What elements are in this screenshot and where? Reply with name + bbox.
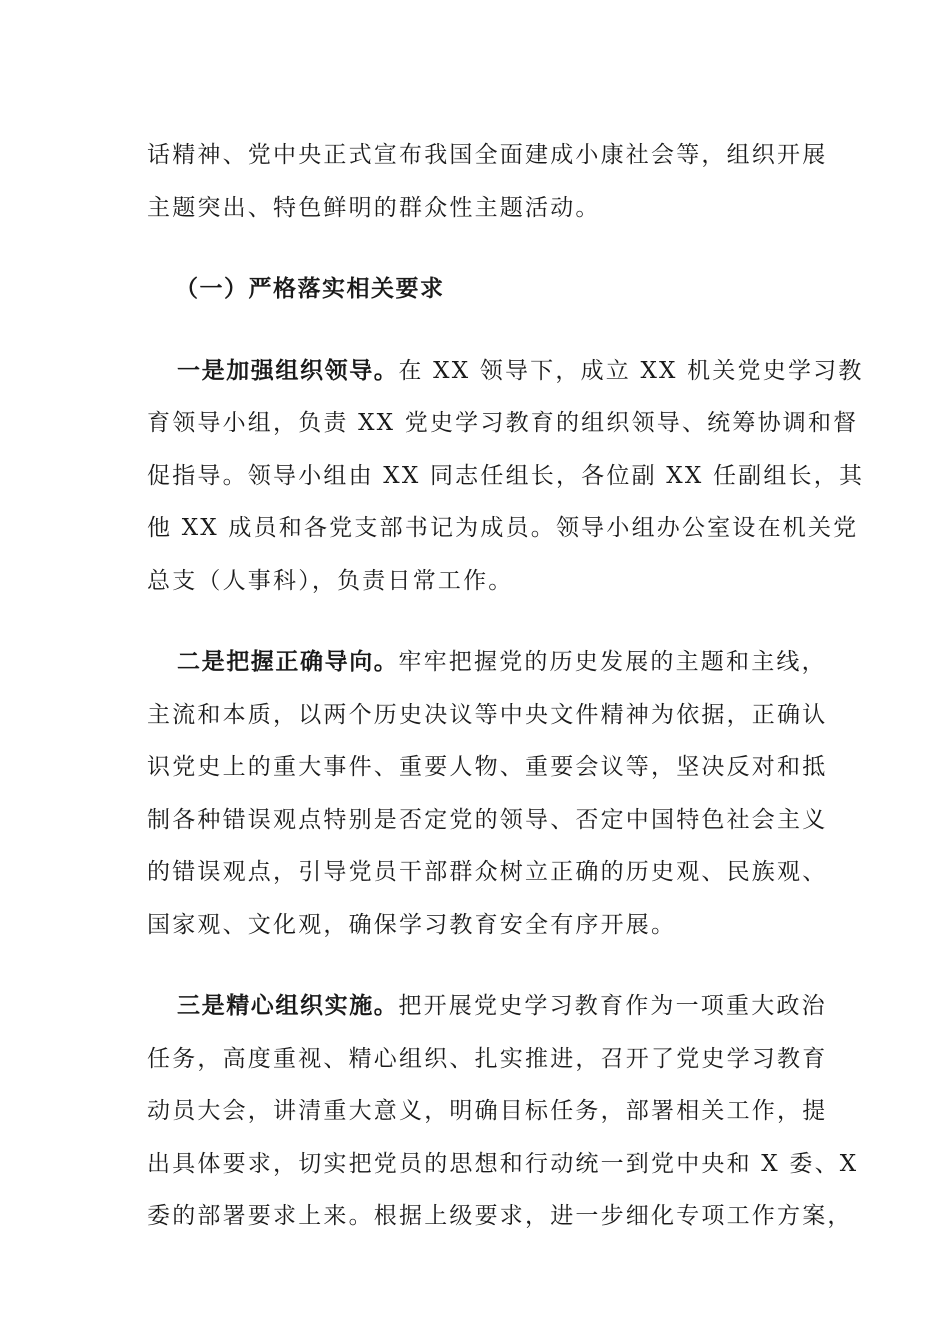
text-line: [147, 980, 827, 1033]
text-line: 国家观、文化观，确保学习教育安全有序开展。: [147, 911, 677, 938]
text-line: 话精神、党中央正式宣布我国全面建成小康社会等，组织开展: [147, 142, 828, 168]
text-line: 制各种错误观点特别是否定党的领导、否定中国特色社会主义: [147, 806, 828, 833]
section-heading: （一）严格落实相关要求: [175, 276, 445, 302]
paragraph-first-line: 在 XX 领导下，成立 XX 机关党史学习教: [398, 357, 864, 384]
paragraph-first-line: 牢牢把握党的历史发展的主题和主线，: [398, 649, 827, 675]
text-line: 育领导小组，负责 XX 党史学习教育的组织领导、统筹协调和督: [147, 410, 859, 436]
text-line: 的错误观点，引导党员干部群众树立正确的历史观、民族观、: [147, 859, 828, 885]
text-line: [147, 636, 827, 689]
paragraph-lead: 二是把握正确导向。: [177, 649, 399, 675]
text-line: 任务，高度重视、精心组织、扎实推进，召开了党史学习教育: [147, 1045, 828, 1072]
intro-paragraph: [147, 129, 828, 234]
text-line: 总支（人事科），负责日常工作。: [147, 567, 514, 594]
text-line: 识党史上的重大事件、重要人物、重要会议等，坚决反对和抵: [147, 754, 828, 780]
paragraph-lead: 一是加强组织领导。: [177, 357, 399, 384]
text-line: 动员大会，讲清重大意义，明确目标任务，部署相关工作，提: [147, 1098, 828, 1124]
text-line: 他 XX 成员和各党支部书记为成员。领导小组办公室设在机关党: [147, 515, 859, 541]
text-line: 主流和本质，以两个历史决议等中央文件精神为依据，正确认: [147, 701, 828, 728]
paragraph-correct-orientation: [147, 636, 828, 951]
paragraph-careful-implementation: [147, 980, 859, 1243]
text-line: 委的部署要求上来。根据上级要求，进一步细化专项工作方案，: [147, 1203, 853, 1229]
paragraph-lead: 三是精心组织实施。: [177, 993, 399, 1019]
text-line: [147, 345, 864, 398]
text-line: 促指导。领导小组由 XX 同志任组长，各位副 XX 任副组长，其: [147, 462, 865, 489]
paragraph-organization-leadership: [147, 345, 865, 608]
text-line: 主题突出、特色鲜明的群众性主题活动。: [147, 194, 601, 221]
document-body: [147, 129, 865, 1243]
text-line: 出具体要求，切实把党员的思想和行动统一到党中央和 X 委、X: [147, 1150, 859, 1177]
paragraph-first-line: 把开展党史学习教育作为一项重大政治: [398, 993, 827, 1019]
